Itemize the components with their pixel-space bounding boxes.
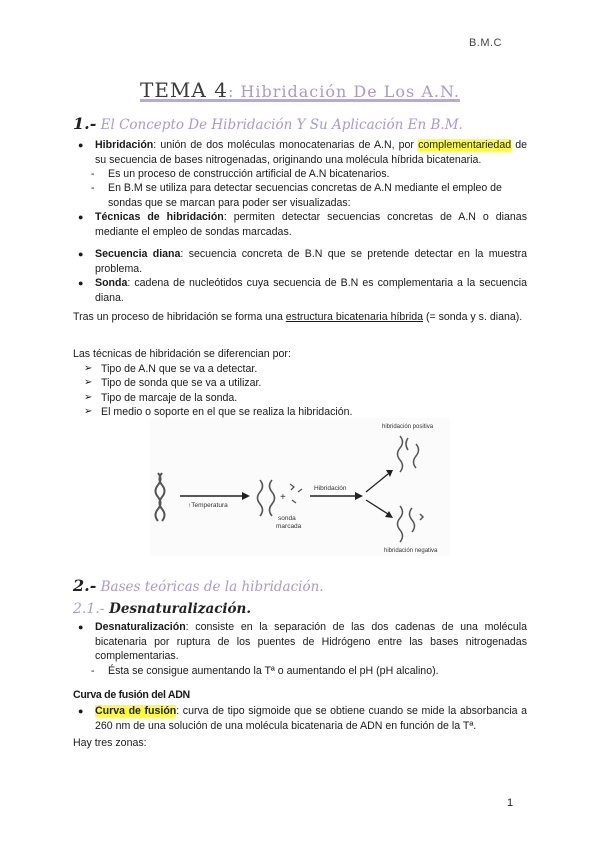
list-item: ➢ Tipo de sonda que se va a utilizar. xyxy=(84,377,262,389)
section2-heading xyxy=(73,576,324,595)
term: Hibridación xyxy=(95,139,154,151)
bullet-dot: ● xyxy=(78,140,84,150)
text: : curva de tipo sigmoide que se obtiene cuando se mide la absorbancia a 260 nm de una solución de una molécula bicatenaria de ADN en función de la Tª. xyxy=(95,705,527,732)
section1-number: 1.- xyxy=(73,114,97,133)
term: Secuencia diana xyxy=(95,248,181,260)
page-title xyxy=(0,78,600,102)
term: Desnaturalización xyxy=(95,621,186,633)
title-part1: TEMA 4 xyxy=(139,78,228,102)
svg-text:+: + xyxy=(280,492,286,503)
section1-heading xyxy=(73,114,463,133)
sonda-label: sonda xyxy=(278,515,296,522)
marcada-label: marcada xyxy=(276,523,302,530)
underlined-text: estructura bicatenaria híbrida xyxy=(285,311,423,323)
hybridization-figure xyxy=(150,418,450,556)
curva-heading: Curva de fusión del ADN xyxy=(73,689,190,701)
paragraph-diferencian: Las técnicas de hibridación se diferencian por: xyxy=(73,348,291,360)
text: : secuencia concreta de B.N que se pretende detectar en la muestra problema. xyxy=(95,248,528,275)
bullet-desnaturalizacion: ● Desnaturalización: consiste en la separación de las dos cadenas de una molécula bicatenaria por ruptura de los puentes de Hidrógeno entre las bases nitrogenadas complementarias. xyxy=(78,621,527,663)
bullet-sonda: ● Sonda: cadena de nucleótidos cuya secuencia de B.N es complementaria a la secuencia diana. xyxy=(78,277,527,304)
sub-item: - Ésta se consigue aumentando la Tª o aumentando el pH (pH alcalino). xyxy=(91,665,439,677)
section21-title: Desnaturalización. xyxy=(104,601,252,617)
paragraph-zonas: Hay tres zonas: xyxy=(73,737,147,749)
sub-item: - En B.M se utiliza para detectar secuencias concretas de A.N mediante el empleo de sondas que se marcan para poder ser visualizadas: xyxy=(91,182,502,209)
paragraph-tras xyxy=(73,310,528,325)
text: : consiste en la separación de las dos cadenas de una molécula bicatenaria por ruptura de los puentes de Hidrógeno entre las bases nitrogenadas complementarias. xyxy=(95,621,527,663)
text: Es un proceso de construcción artificial de A.N bicatenarios. xyxy=(108,168,390,180)
section21-number: 2.1.- xyxy=(73,601,105,617)
list-item: ➢ Tipo de A.N que se va a detectar. xyxy=(84,363,258,375)
bullet-tecnicas: ● Técnicas de hibridación: permiten detectar secuencias concretas de A.N o dianas mediante el empleo de sondas marcadas. xyxy=(78,211,527,238)
term: Técnicas de hibridación xyxy=(95,211,224,223)
list-item: ➢ El medio o soporte en el que se realiza la hibridación. xyxy=(84,406,353,418)
bullet-curva: ● Curva de fusión: curva de tipo sigmoide que se obtiene cuando se mide la absorbancia a 260 nm de una solución de una molécula bicatenaria de ADN en función de la Tª. xyxy=(78,705,527,732)
text: Tras un proceso de hibridación se forma una xyxy=(73,311,286,323)
section21-heading xyxy=(73,601,251,617)
text: (= sonda y s. diana). xyxy=(423,311,523,323)
sub-item: - Es un proceso de construcción artificial de A.N bicatenarios. xyxy=(91,168,390,180)
pos-label: hibridación positiva xyxy=(382,424,434,430)
bullet-secuencia: ● Secuencia diana: secuencia concreta de B.N que se pretende detectar en la muestra problema. xyxy=(78,248,528,275)
text: de su secuencia de bases nitrogenadas, originando una molécula híbrida bicatenaria. xyxy=(95,139,527,166)
hib-label: Hibridación xyxy=(314,485,347,492)
text: En B.M se utiliza para detectar secuencias concretas de A.N mediante el empleo de sondas que se marcan para poder ser visualizadas: xyxy=(108,182,502,209)
header-initials: B.M.C xyxy=(468,37,502,49)
neg-label: hibridación negativa xyxy=(384,548,438,554)
text: Ésta se consigue aumentando la Tª o aumentando el pH (pH alcalino). xyxy=(108,665,439,677)
text: : unión de dos moléculas monocatenarias de A.N, por xyxy=(153,139,419,151)
bullet-hibridacion xyxy=(78,138,527,167)
highlight-term: Curva de fusión xyxy=(95,705,177,717)
section1-title: El Concepto De Hibridación Y Su Aplicación En B.M. xyxy=(96,117,463,133)
term: Sonda xyxy=(95,277,128,289)
text: : permiten detectar secuencias concretas de A.N o dianas mediante el empleo de sondas marcadas. xyxy=(95,211,527,238)
page-number: 1 xyxy=(507,797,514,809)
temp-label: ↑Temperatura xyxy=(188,502,228,509)
section2-number: 2.- xyxy=(73,576,97,595)
list-item: ➢ Tipo de marcaje de la sonda. xyxy=(84,392,238,404)
title-part2: : Hibridación De Los A.N. xyxy=(227,82,461,101)
highlight: complementariedad xyxy=(418,139,512,151)
text: : cadena de nucleótidos cuya secuencia de B.N es complementaria a la secuencia diana. xyxy=(95,277,527,304)
section2-title: Bases teóricas de la hibridación. xyxy=(96,579,324,595)
